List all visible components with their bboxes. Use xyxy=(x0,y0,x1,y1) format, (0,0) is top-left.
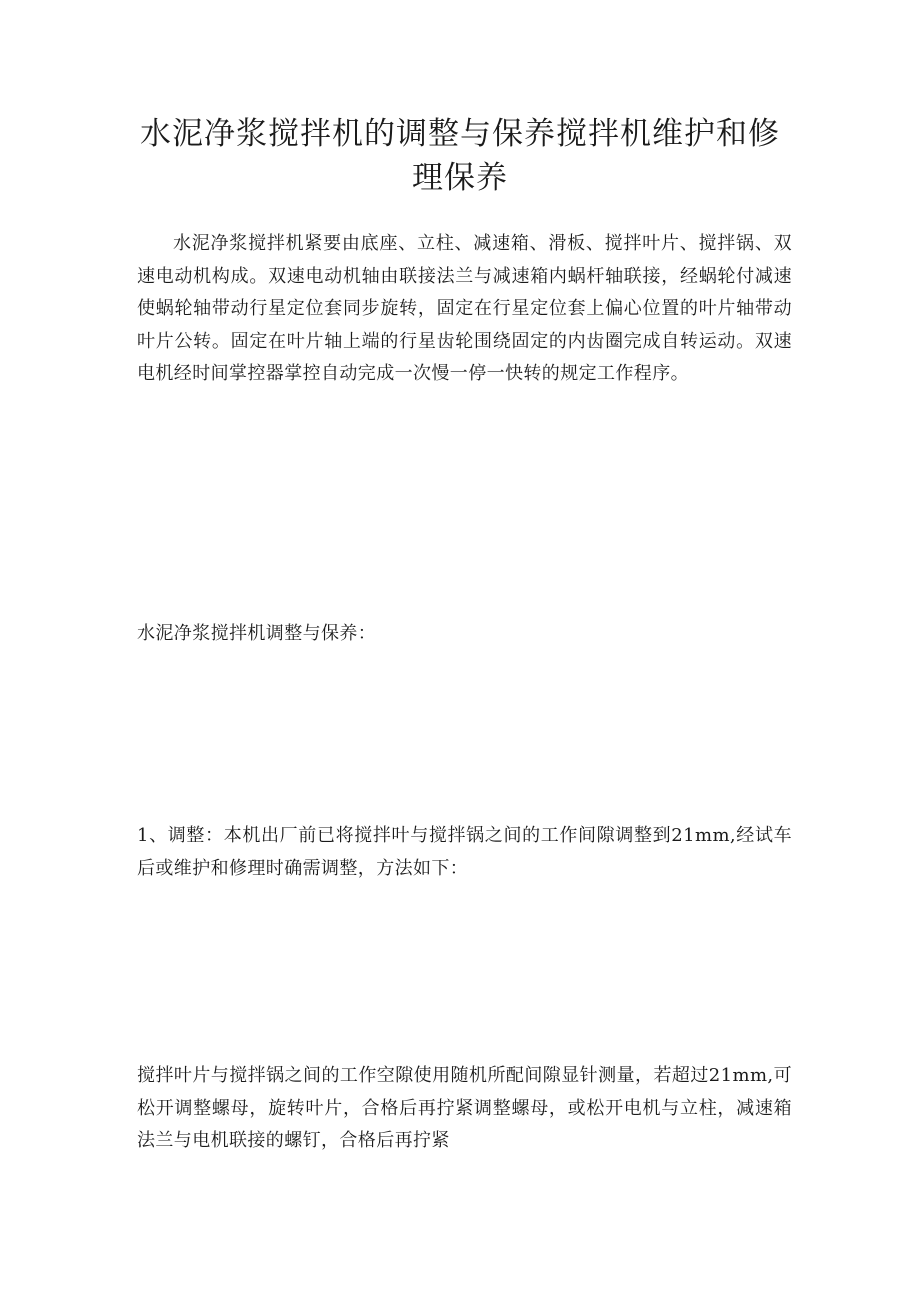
method-paragraph: 搅拌叶片与搅拌锅之间的工作空隙使用随机所配间隙显针测量，若超过21mm,可松开调整螺母，旋转叶片，合格后再拧紧调整螺母，或松开电机与立柱，减速箱法兰与电机联接的螺钉，合格后再拧紧 xyxy=(137,1065,792,1151)
adjust-paragraph: 1、调整：本机出厂前已将搅拌叶与搅拌锅之间的工作间隙调整到21mm,经试车后或维护和修理时确需调整，方法如下： xyxy=(137,825,792,879)
section-heading: 水泥净浆搅拌机调整与保养： xyxy=(137,623,377,644)
intro-paragraph: 水泥净浆搅拌机紧要由底座、立柱、减速箱、滑板、搅拌叶片、搅拌锅、双速电动机构成。双速电动机轴由联接法兰与减速箱内蜗杆轴联接，经蜗轮付减速使蜗轮轴带动行星定位套同步旋转，固定在行星定位套上偏心位置的叶片轴带动叶片公转。固定在叶片轴上端的行星齿轮围绕固定的内齿圈完成自转运动。双速电机经时间掌控器掌控自动完成一次慢一停一快转的规定工作程序。 xyxy=(137,233,792,384)
document-title: 水泥净浆搅拌机的调整与保养搅拌机维护和修理保养 xyxy=(140,116,780,196)
